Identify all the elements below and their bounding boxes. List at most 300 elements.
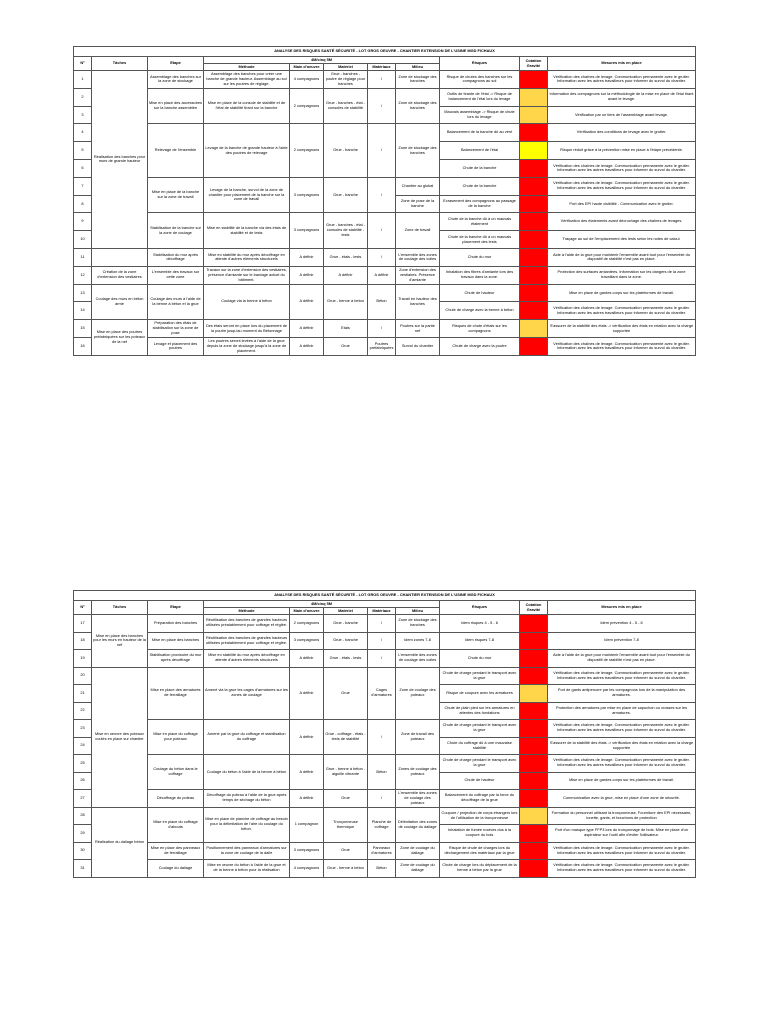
materials-cell: / xyxy=(368,177,396,213)
materials-cell: Planche de coffrage xyxy=(368,807,396,842)
row-number: 11 xyxy=(74,248,92,266)
risk-row xyxy=(74,320,696,338)
measure-cell: Port d'un masque type FFP3 lors du tronçonnage de bois. Mise en place d'un aspirateur sur l'outil afin d'éviter l'utilisateur. xyxy=(548,825,696,843)
measure-cell: S'assurer de la stabilité des étais -> vérification des étais en relation avec la charge supportée xyxy=(548,320,696,338)
method-cell: Coulage via la benne à béton xyxy=(204,284,290,320)
header-materiaux: Matériaux xyxy=(368,64,396,71)
risk-cell: Risque de chute de charges lors du déchargement des matériaux par la grue xyxy=(440,842,520,860)
severity-badge xyxy=(520,737,548,755)
severity-badge xyxy=(520,650,548,668)
severity-badge xyxy=(520,71,548,89)
environment-cell: Zone d'extension des vestiaires. Présence d'amiante xyxy=(396,266,440,284)
risk-row xyxy=(74,284,696,302)
step-cell: Assemblage des banches sur la zone de stockage xyxy=(148,71,204,89)
materials-cell: / xyxy=(368,615,396,633)
risk-cell: Balancement de l'étai xyxy=(440,142,520,160)
risk-row xyxy=(74,248,696,266)
materials-cell: Panneaux d'armatures xyxy=(368,842,396,860)
severity-badge xyxy=(520,159,548,177)
environment-cell: L'ensemble des zones de coulage des voiles xyxy=(396,650,440,668)
equipment-cell: Grue xyxy=(324,667,368,720)
step-cell: Levage et placement des poutres xyxy=(148,337,204,355)
risk-row xyxy=(74,88,696,106)
equipment-cell: Grue - banche xyxy=(324,615,368,633)
severity-badge xyxy=(520,842,548,860)
measure-cell: Vérification par un tiers de l'assemblage avant levage. xyxy=(548,106,696,124)
risk-row xyxy=(74,124,696,142)
row-number: 27 xyxy=(74,790,92,808)
task-cell: Coulage des murs en béton armé xyxy=(92,284,148,320)
measure-cell: S'assurer de la stabilité des étais -> vérification des étais en relation avec la charge supportée xyxy=(548,737,696,755)
measure-cell: Port de gants antipercure par les compagnons lors de la manipulation des armatures. xyxy=(548,685,696,703)
step-cell: Mise en place de la banche sur la zone de travail xyxy=(148,177,204,213)
row-number: 25 xyxy=(74,755,92,773)
row-number: 28 xyxy=(74,807,92,825)
severity-badge xyxy=(520,807,548,825)
header-main: Main d'oeuvre xyxy=(290,608,324,615)
measure-cell: Vérification des chaînes de levage. Communication permanente avec le grutier. Information avec les autres travailleurs pour informer du survol du chantier. xyxy=(548,159,696,177)
equipment-cell: Grue - benne à béton - aiguille vibrante xyxy=(324,755,368,790)
row-number: 7 xyxy=(74,177,92,195)
risk-cell: Risques de chute d'étais sur les compagnons xyxy=(440,320,520,338)
risk-row xyxy=(74,266,696,284)
equipment-cell: Grue - banche xyxy=(324,632,368,650)
risk-cell: Chute du mur xyxy=(440,248,520,266)
task-cell: Mise en place des banches pour les murs en hauteur de la nef xyxy=(92,615,148,668)
materials-cell: / xyxy=(368,248,396,266)
risk-cell: Chute de charge avec la poutre xyxy=(440,337,520,355)
risk-cell: Idem risques 4 - 5 - 6 xyxy=(440,615,520,633)
materials-cell: Cages d'armatures xyxy=(368,667,396,720)
risk-cell: Risque de coupure avec les armatures xyxy=(440,685,520,703)
header-etape: Etape xyxy=(148,601,204,615)
risk-row xyxy=(74,807,696,825)
risk-analysis-page-2 xyxy=(73,590,695,878)
severity-badge xyxy=(520,124,548,142)
method-cell: Mise en place de planche de coffrage au besoin pour la délimitation de l'aire du coulage du béton. xyxy=(204,807,290,842)
environment-cell: Chantier au global xyxy=(396,177,440,195)
risk-cell: Inhalation de fumée nocives dus à la coupure du bois xyxy=(440,825,520,843)
labor-cell: 2 compagnons xyxy=(290,615,324,633)
header-methode: Méthode xyxy=(204,608,290,615)
header-main: Main d'oeuvre xyxy=(290,64,324,71)
step-cell: Mise en place des accessoires sur la banche assemblée xyxy=(148,88,204,124)
measure-cell: Vérification des chaînes de levage. Communication permanente avec le grutier. Information avec les autres travailleurs pour informer du survol du chantier. xyxy=(548,860,696,878)
environment-cell: Zone de stockage des banches xyxy=(396,124,440,177)
measure-cell: Idem prévention 4 - 5 - 6 xyxy=(548,615,696,633)
equipment-cell: Grue xyxy=(324,790,368,808)
severity-badge xyxy=(520,213,548,231)
measure-cell: Vérification des étaiements avant décrochage des chaînes de levages. xyxy=(548,213,696,231)
method-cell: Assemblage des banches pour créer une banche de grande hauteur. Assemblage au sol sur les poutres de réglage. xyxy=(204,71,290,89)
task-cell: Mise en oeuvre des poteaux coulés en place sur chantier xyxy=(92,667,148,807)
risk-cell: Chute du mur xyxy=(440,650,520,668)
materials-cell: / xyxy=(368,320,396,338)
table-title: ANALYSE DES RISQUES SANTÉ SÉCURITÉ - LOT GROS OEUVRE - CHANTIER EXTENSION DE L'USINE MGD FICHAUX xyxy=(74,47,696,57)
severity-badge xyxy=(520,755,548,773)
materials-cell: / xyxy=(368,71,396,89)
row-number: 29 xyxy=(74,825,92,843)
header-gravite: Cotation Gravité xyxy=(520,57,548,71)
severity-badge xyxy=(520,720,548,738)
severity-badge xyxy=(520,266,548,284)
measure-cell: Communication avec la grue, mise en place d'une zone de sécurité. xyxy=(548,790,696,808)
labor-cell: A définir xyxy=(290,755,324,790)
method-cell: Décoffrage du poteau à l'aide de la grue après temps de séchage du béton xyxy=(204,790,290,808)
step-cell: Mise en place des panneaux de ferraillage xyxy=(148,842,204,860)
risk-cell: Balancement du coffrage par la force du décoffrage de la grue xyxy=(440,790,520,808)
severity-badge xyxy=(520,248,548,266)
equipment-cell: Grue - coffrage - étais - lests de stabilité xyxy=(324,720,368,755)
row-number: 16 xyxy=(74,337,92,355)
risk-cell: Mauvais assemblage -> Risque de chute lors du levage xyxy=(440,106,520,124)
step-cell: Mise en place du coffrage pour poteaux xyxy=(148,720,204,755)
risk-row xyxy=(74,615,696,633)
step-cell: Préparation des étais de stabilisation sur la zone de pose xyxy=(148,320,204,338)
environment-cell: Zone de stockage des banches xyxy=(396,88,440,124)
severity-badge xyxy=(520,231,548,249)
labor-cell: 1 compagnon xyxy=(290,807,324,842)
method-cell: Mise en stabilité du mur après décoffrage en attente d'autres éléments structurels xyxy=(204,248,290,266)
labor-cell: A définir xyxy=(290,266,324,284)
risk-analysis-page-1 xyxy=(73,46,695,356)
measure-cell: Traçage au sol de l'emplacement des lests selon les notes de calcul. xyxy=(548,231,696,249)
severity-badge xyxy=(520,106,548,124)
measure-cell: Information des compagnons sur la méthodologie de la mise en place de l'étai tirant avant le levage. xyxy=(548,88,696,106)
measure-cell: Vérification des chaînes de levage. Communication permanente avec le grutier. Information avec les autres travailleurs pour informer du survol du chantier. xyxy=(548,720,696,738)
severity-badge xyxy=(520,302,548,320)
step-cell: Stabilisation du mur après décoffrage xyxy=(148,248,204,266)
header-mesures: Mesures mis en place xyxy=(548,57,696,71)
severity-badge xyxy=(520,790,548,808)
row-number: 6 xyxy=(74,159,92,177)
equipment-cell: Grue - banche xyxy=(324,177,368,213)
labor-cell: 3 compagnons xyxy=(290,632,324,650)
equipment-cell: Grue - étais - lests xyxy=(324,248,368,266)
risk-row xyxy=(74,632,696,650)
severity-badge xyxy=(520,825,548,843)
row-number: 1 xyxy=(74,71,92,89)
header-taches: Tâches xyxy=(92,57,148,71)
row-number: 26 xyxy=(74,772,92,790)
row-number: 15 xyxy=(74,320,92,338)
risk-table xyxy=(73,46,696,356)
header-milieu: Milieu xyxy=(396,64,440,71)
materials-cell: / xyxy=(368,790,396,808)
measure-cell: Vérification des chaînes de levage. Communication permanente avec le grutier. Information avec les autres travailleurs pour informer du survol du chantier. xyxy=(548,842,696,860)
risk-row xyxy=(74,337,696,355)
environment-cell: Zone de stockage des banches xyxy=(396,615,440,633)
risk-row xyxy=(74,755,696,773)
row-number: 13 xyxy=(74,284,92,302)
header-mesures: Mesures mis en place xyxy=(548,601,696,615)
materials-cell: / xyxy=(368,650,396,668)
labor-cell: 4 compagnons xyxy=(290,860,324,878)
severity-badge xyxy=(520,702,548,720)
labor-cell: A définir xyxy=(290,320,324,338)
equipment-cell: A définir xyxy=(324,266,368,284)
equipment-cell: Tronçonneuse thermique xyxy=(324,807,368,842)
risk-cell: Chute de charge pendant le transport avec la grue xyxy=(440,720,520,738)
row-number: 19 xyxy=(74,650,92,668)
severity-badge xyxy=(520,860,548,878)
materials-cell: Béton xyxy=(368,860,396,878)
risk-row xyxy=(74,720,696,738)
row-number: 4 xyxy=(74,124,92,142)
row-number: 12 xyxy=(74,266,92,284)
measure-cell: Port des EPI haute visibilité - Communication avec le grutier. xyxy=(548,195,696,213)
task-cell: Réalisation du dallage béton xyxy=(92,807,148,877)
equipment-cell: Grue - benne à béton xyxy=(324,284,368,320)
row-number: 5 xyxy=(74,142,92,160)
measure-cell: Vérification des chaînes de levage. Communication permanente avec le grutier. Information avec les autres travailleurs pour informer du survol du chantier. xyxy=(548,337,696,355)
environment-cell: Délimitation des zones de coulage du dallage xyxy=(396,807,440,842)
risk-cell: Idem risques 7-8 xyxy=(440,632,520,650)
risk-cell: Chute de la banche dû à un mauvais placement des lests xyxy=(440,231,520,249)
step-cell: Relevage de l'ensemble xyxy=(148,124,204,177)
row-number: 30 xyxy=(74,842,92,860)
materials-cell: A définir xyxy=(368,266,396,284)
header-num: N° xyxy=(74,601,92,615)
header-materiel: Matériel xyxy=(324,608,368,615)
materials-cell: Poutres préfabriquées xyxy=(368,337,396,355)
risk-cell: Coupure / projection de corps étrangers lors de l'utilisation de la tronçonneuse xyxy=(440,807,520,825)
environment-cell: Zone de stockage des banches xyxy=(396,71,440,89)
header-methode: Méthode xyxy=(204,64,290,71)
severity-badge xyxy=(520,667,548,685)
equipment-cell: Grue - banche xyxy=(324,124,368,177)
labor-cell: 2 compagnons xyxy=(290,124,324,177)
labor-cell: A définir xyxy=(290,248,324,266)
severity-badge xyxy=(520,772,548,790)
risk-cell: Chute de la banche xyxy=(440,159,520,177)
header-num: N° xyxy=(74,57,92,71)
measure-cell: Protection des surfaces amiantées. Information sur les dangers de la zone travaillant dans la zone. xyxy=(548,266,696,284)
severity-badge xyxy=(520,337,548,355)
severity-badge xyxy=(520,320,548,338)
task-cell: Réalisation des banches pour murs de grande hauteur xyxy=(92,71,148,249)
step-cell: Stabilisation provisoire du mur après décoffrage xyxy=(148,650,204,668)
step-cell: Mise en place du coffrage d'abouts xyxy=(148,807,204,842)
risk-cell: Chute de charge pendant le transport avec la grue xyxy=(440,755,520,773)
measure-cell: Vérification des chaînes de levage. Communication permanente avec le grutier. Information avec les autres travailleurs pour informer du survol du chantier. xyxy=(548,667,696,685)
equipment-cell: Grue - banches - poutre de réglage pour banches xyxy=(324,71,368,89)
method-cell: Coulage du béton à l'aide de la benne à béton xyxy=(204,755,290,790)
labor-cell: A définir xyxy=(290,650,324,668)
risk-cell: Chute de la banche xyxy=(440,177,520,195)
row-number: 10 xyxy=(74,231,92,249)
labor-cell: 2 compagnons xyxy=(290,88,324,124)
row-number: 9 xyxy=(74,213,92,231)
severity-badge xyxy=(520,284,548,302)
step-cell: Mise en place des banches xyxy=(148,632,204,650)
risk-row xyxy=(74,790,696,808)
environment-cell: L'ensemble des zones de coulage des voiles xyxy=(396,248,440,266)
risk-cell: Ecrasement des compagnons au passage de la banche xyxy=(440,195,520,213)
environment-cell: Zone de travail xyxy=(396,213,440,249)
labor-cell: 3 compagnons xyxy=(290,213,324,249)
equipment-cell: Grue xyxy=(324,337,368,355)
row-number: 3 xyxy=(74,106,92,124)
environment-cell: Poutres sur la partie nef xyxy=(396,320,440,338)
row-number: 20 xyxy=(74,667,92,685)
measure-cell: Vérification des chaînes de levage. Communication permanente avec le grutier. Information avec les autres travailleurs pour informer du survol du chantier. xyxy=(548,755,696,773)
row-number: 22 xyxy=(74,702,92,720)
risk-cell: Outils de tirante de l'étai -> Risque de balancement de l'étai lors du levage xyxy=(440,88,520,106)
severity-badge xyxy=(520,632,548,650)
row-number: 31 xyxy=(74,860,92,878)
severity-badge xyxy=(520,685,548,703)
labor-cell: A définir xyxy=(290,284,324,320)
method-cell: Positionnement des panneaux d'armatures sur la zone de coulage de la dalle xyxy=(204,842,290,860)
header-etape: Etape xyxy=(148,57,204,71)
row-number: 21 xyxy=(74,685,92,703)
measure-cell: Vérification des chaînes de levage. Communication permanente avec le grutier. Information avec les autres travailleurs pour informer du survol du chantier. xyxy=(548,71,696,89)
method-cell: Mise en stabilité de la banche via des étais de stabilité et de lests xyxy=(204,213,290,249)
measure-cell: Aide à l'aide de la grue pour maintenir l'ensemble avant tout pour l'ensemble du dispositif de stabilité n'est pas en place. xyxy=(548,248,696,266)
equipment-cell: Grue xyxy=(324,842,368,860)
risk-table xyxy=(73,590,696,878)
labor-cell: A définir xyxy=(290,667,324,720)
risk-row xyxy=(74,842,696,860)
row-number: 2 xyxy=(74,88,92,106)
severity-badge xyxy=(520,142,548,160)
header-materiaux: Matériaux xyxy=(368,608,396,615)
risk-cell: Risque de chutes des banches sur les compagnons au sol xyxy=(440,71,520,89)
severity-badge xyxy=(520,615,548,633)
row-number: 24 xyxy=(74,737,92,755)
environment-cell: Zone de travail des poteaux xyxy=(396,720,440,755)
header-milieu: Milieu xyxy=(396,608,440,615)
environment-cell: Survol du chantier xyxy=(396,337,440,355)
risk-row xyxy=(74,213,696,231)
risk-cell: Chute de plain pied sur les armatures en attentes des fondations xyxy=(440,702,520,720)
step-cell: Mise en place des armatures de ferraillage xyxy=(148,667,204,720)
risk-cell: Chute de hauteur xyxy=(440,284,520,302)
materials-cell: / xyxy=(368,88,396,124)
measure-cell: Vérification des conditions de levage avec le grutier. xyxy=(548,124,696,142)
risk-row xyxy=(74,667,696,685)
method-cell: Amené via la grue les cages d'armatures sur les zones de coulage xyxy=(204,667,290,720)
step-cell: Coulage des murs à l'aide de la benne à béton et la grue xyxy=(148,284,204,320)
method-cell: Travaux sur la zone d'extension des vestiaires, présence d'amiante sur le bardage actuel du bâtiment. xyxy=(204,266,290,284)
equipment-cell: Grue - benne à béton xyxy=(324,860,368,878)
header-4m: 4M/cinq 5M xyxy=(204,601,440,608)
measure-cell: Mise en place de gardes corps sur les plateformes de travail. xyxy=(548,772,696,790)
header-materiel: Matériel xyxy=(324,64,368,71)
environment-cell: Zone de coulage du dallage xyxy=(396,842,440,860)
environment-cell: L'ensemble des zones de coulage des poteaux xyxy=(396,790,440,808)
risk-cell: Chute de hauteur xyxy=(440,772,520,790)
labor-cell: A définir xyxy=(290,337,324,355)
step-cell: Coulage du dallage xyxy=(148,860,204,878)
measure-cell: Protection des armatures par mise en place de capuchon ou crosses sur les armatures. xyxy=(548,702,696,720)
step-cell: Coulage du béton dans le coffrage xyxy=(148,755,204,790)
step-cell: Stabilisation de la banche sur la zone de coulage xyxy=(148,213,204,249)
method-cell: Mise en place de la console de stabilité et de l'étai de stabilité tirant sur la banche xyxy=(204,88,290,124)
labor-cell: A définir xyxy=(290,720,324,755)
task-cell xyxy=(92,248,148,266)
equipment-cell: Etais xyxy=(324,320,368,338)
risk-row xyxy=(74,177,696,195)
environment-cell: Travail en hauteur des banches xyxy=(396,284,440,320)
severity-badge xyxy=(520,195,548,213)
measure-cell: Mise en place de gardes corps sur les plateformes de travail. xyxy=(548,284,696,302)
risk-cell: Chute de charge lors du déplacement de la benne à béton par la grue xyxy=(440,860,520,878)
equipment-cell: Grue - banches - étai - consoles de stabilité xyxy=(324,88,368,124)
row-number: 8 xyxy=(74,195,92,213)
materials-cell: / xyxy=(368,124,396,177)
row-number: 17 xyxy=(74,615,92,633)
measure-cell: Vérification des chaînes de levage. Communication permanente avec le grutier. Information avec les autres travailleurs pour informer du survol du chantier. xyxy=(548,302,696,320)
header-4m: 4M/cinq 5M xyxy=(204,57,440,64)
header-gravite: Cotation Gravité xyxy=(520,601,548,615)
risk-cell: Chute de charge pendant le transport avec la grue xyxy=(440,667,520,685)
materials-cell: / xyxy=(368,213,396,249)
row-number: 23 xyxy=(74,720,92,738)
task-cell: Création de la zone d'extension des vestiaires xyxy=(92,266,148,284)
environment-cell: Zones de coulage des poteaux xyxy=(396,755,440,790)
measure-cell: Formation du personnel utilisant la tronçonneuse. Fourniture des EPI nécessaire, lunette, gants, et bouchons de protection xyxy=(548,807,696,825)
labor-cell: A définir xyxy=(290,790,324,808)
method-cell: Levage de la banche de grande hauteur à l'aide des poutres de relevage xyxy=(204,124,290,177)
method-cell: Réutilisation des banches de grandes hauteurs utilisées préalablement pour coffrage et réglée. xyxy=(204,632,290,650)
method-cell: Amené par la grue du coffrage et stabilisation du coffrage xyxy=(204,720,290,755)
environment-cell: Zone de pose de la banche xyxy=(396,195,440,213)
method-cell: Mise en œuvre du béton à l'aide de la grue et de la benne à béton pour la réalisation xyxy=(204,860,290,878)
measure-cell: Vérification des chaînes de levage. Communication permanente avec le grutier. Information avec les autres travailleurs pour informer du survol du chantier. xyxy=(548,177,696,195)
row-number: 14 xyxy=(74,302,92,320)
header-risques: Risques xyxy=(440,57,520,71)
method-cell: Réutilisation des banches de grandes hauteurs utilisées préalablement pour coffrage et réglée. xyxy=(204,615,290,633)
labor-cell: 3 compagnons xyxy=(290,177,324,213)
materials-cell: / xyxy=(368,632,396,650)
measure-cell: Idem prévention 7-8 xyxy=(548,632,696,650)
severity-badge xyxy=(520,177,548,195)
environment-cell: Idem zones 7-8 xyxy=(396,632,440,650)
method-cell: Les poutres seront levées à l'aide de la grue depuis la zone de stockage jusqu'à la zone de placement. xyxy=(204,337,290,355)
risk-cell: Chute de la banche dû à un mauvais étaiement xyxy=(440,213,520,231)
step-cell: Préparation des banches xyxy=(148,615,204,633)
header-taches: Tâches xyxy=(92,601,148,615)
risk-cell: Chute de charge avec la benne à béton xyxy=(440,302,520,320)
risk-cell: Chute du coffrage dû à une mauvaise stabilité xyxy=(440,737,520,755)
method-cell: Mise en stabilité du mur après décoffrage en attente d'autres éléments structurels xyxy=(204,650,290,668)
row-number: 18 xyxy=(74,632,92,650)
table-title: ANALYSE DES RISQUES SANTÉ SÉCURITÉ - LOT GROS OEUVRE - CHANTIER EXTENSION DE L'USINE MGD FICHAUX xyxy=(74,591,696,601)
materials-cell: / xyxy=(368,720,396,755)
risk-cell: Balancement de la banche dû au vent xyxy=(440,124,520,142)
method-cell: Des étais seront en place lors du placement de la poutre jusqu'au moment du Bétonnage xyxy=(204,320,290,338)
measure-cell: Risque réduit grâce à la prévention mise en place à l'étape précédente. xyxy=(548,142,696,160)
header-risques: Risques xyxy=(440,601,520,615)
risk-row xyxy=(74,860,696,878)
materials-cell: Béton xyxy=(368,755,396,790)
measure-cell: Aide à l'aide de la grue pour maintenir l'ensemble avant tout pour l'ensemble du dispositif de stabilité n'est pas en place. xyxy=(548,650,696,668)
severity-badge xyxy=(520,88,548,106)
step-cell: L'ensemble des travaux sur cette zone xyxy=(148,266,204,284)
step-cell: Décoffrage du poteau xyxy=(148,790,204,808)
labor-cell: 4 compagnons xyxy=(290,71,324,89)
materials-cell: Béton xyxy=(368,284,396,320)
environment-cell: Zone de coulage du dallage xyxy=(396,860,440,878)
task-cell: Mise en place des poutres préfabriquées sur les poteaux de la nef xyxy=(92,320,148,356)
environment-cell: Zone de coulage des poteaux xyxy=(396,667,440,720)
labor-cell: 3 compagnons xyxy=(290,842,324,860)
equipment-cell: Grue - banches - étai - consoles de stabilité - lests xyxy=(324,213,368,249)
risk-row xyxy=(74,650,696,668)
risk-row xyxy=(74,71,696,89)
